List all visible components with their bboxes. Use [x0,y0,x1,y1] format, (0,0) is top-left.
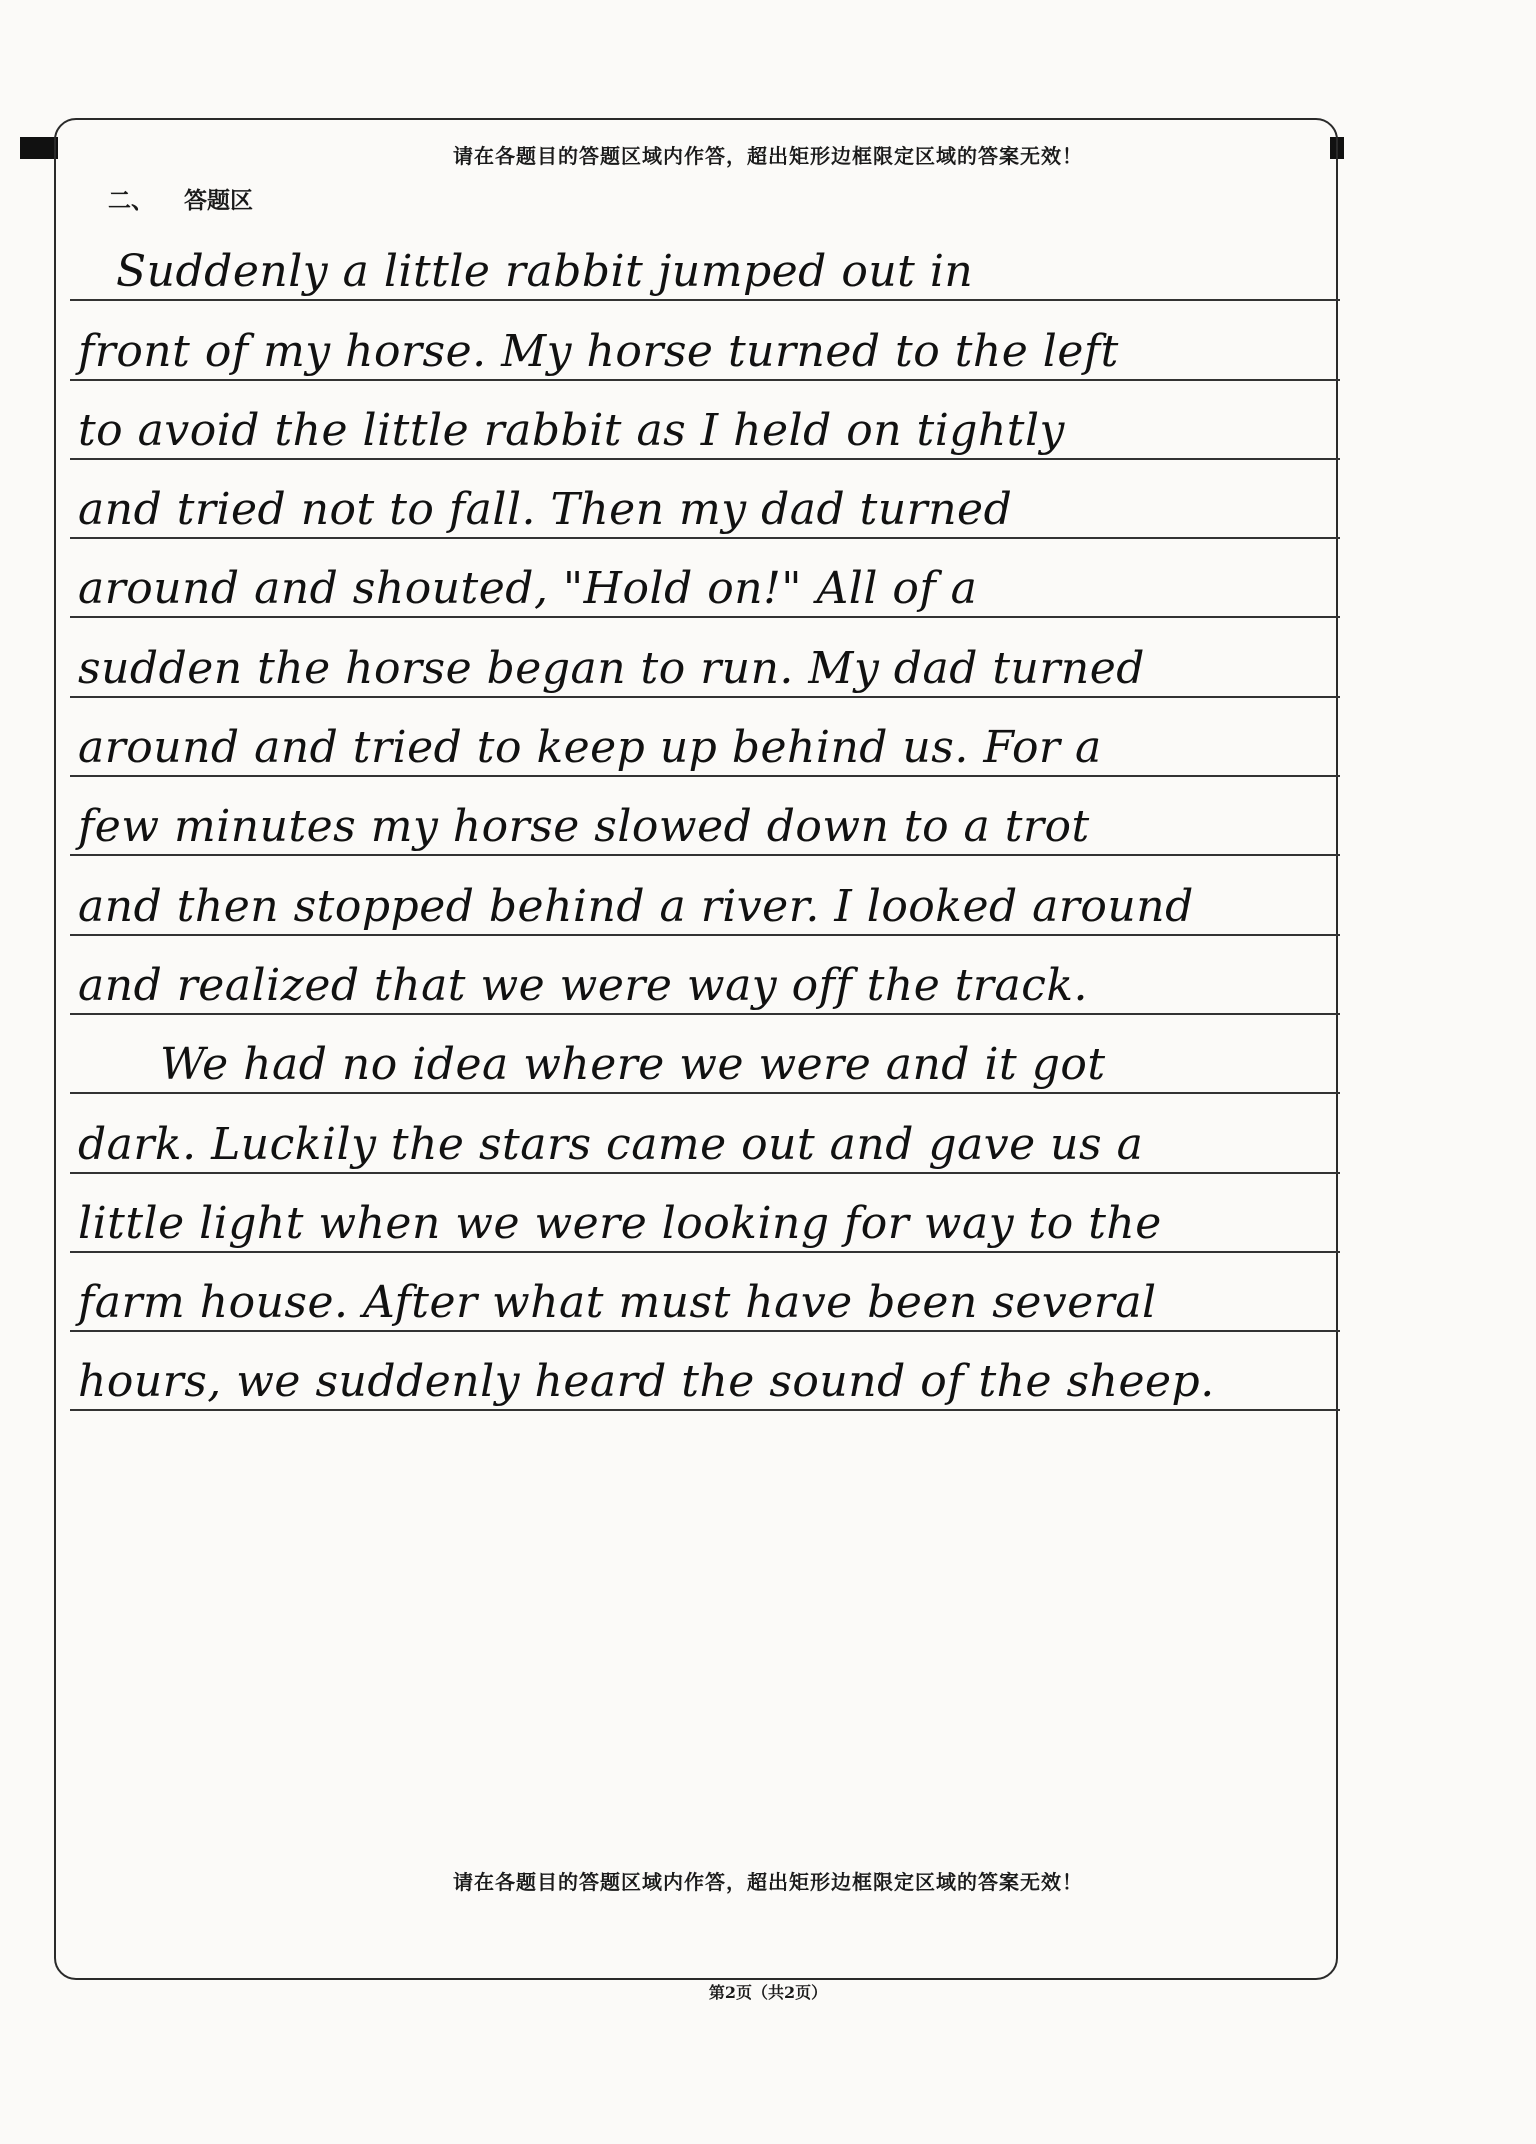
answer-line-text: dark. Luckily the stars came out and gave us a [78,1118,1144,1170]
ruled-line [70,379,1340,381]
answer-line-text: and then stopped behind a river. I looked around [78,880,1194,932]
ruled-line [70,1330,1340,1332]
answer-line-text: and realized that we were way off the track. [78,959,1088,1011]
answer-line-text: little light when we were looking for way to the [78,1197,1162,1249]
answer-line-text: around and shouted, "Hold on!" All of a [78,563,978,615]
page-indicator: 第2页（共2页） [708,1983,828,2002]
answer-line [70,309,1340,388]
answer-line [70,864,1340,943]
answer-line-text: We had no idea where we were and it got [160,1039,1106,1091]
answer-line-text: farm house. After what must have been several [78,1277,1157,1329]
answer-line-text: and tried not to fall. Then my dad turned [78,484,1013,536]
answer-line [70,1023,1340,1102]
ruled-line [70,1251,1340,1253]
answer-line-text: few minutes my horse slowed down to a trot [78,801,1090,853]
answer-line [70,468,1340,547]
ruled-line [70,696,1340,698]
answer-line-text: around and tried to keep up behind us. For a [78,722,1102,774]
ruled-line [70,1172,1340,1174]
answer-line-text: to avoid the little rabbit as I held on tightly [78,404,1065,456]
section-label: 答题区 [184,187,253,214]
answer-line [70,1182,1340,1261]
answer-line-text: sudden the horse began to run. My dad turned [78,642,1145,694]
ruled-line [70,934,1340,936]
ruled-line [70,854,1340,856]
section-title [108,182,253,215]
answer-line [70,1261,1340,1340]
bottom-notice: 请在各题目的答题区域内作答，超出矩形边框限定区域的答案无效！ [453,1870,1083,1894]
answer-line [70,706,1340,785]
answer-line-text: front of my horse. My horse turned to the left [78,325,1119,377]
answer-line [70,785,1340,864]
handwritten-answer [70,230,1340,1419]
top-notice: 请在各题目的答题区域内作答，超出矩形边框限定区域的答案无效！ [453,144,1083,168]
answer-line-text: Suddenly a little rabbit jumped out in [116,246,974,298]
ruled-line [70,616,1340,618]
ruled-line [70,1409,1340,1411]
answer-line [70,626,1340,705]
ruled-line [70,299,1340,301]
ruled-line [70,537,1340,539]
ruled-line [70,1092,1340,1094]
ruled-line [70,775,1340,777]
section-number: 二、 [108,187,154,214]
answer-line [70,944,1340,1023]
ruled-line [70,458,1340,460]
answer-line [70,230,1340,309]
answer-line [70,547,1340,626]
answer-line-text: hours, we suddenly heard the sound of the sheep. [78,1356,1215,1408]
answer-line [70,389,1340,468]
ruled-line [70,1013,1340,1015]
answer-line [70,1340,1340,1419]
answer-line [70,1102,1340,1181]
